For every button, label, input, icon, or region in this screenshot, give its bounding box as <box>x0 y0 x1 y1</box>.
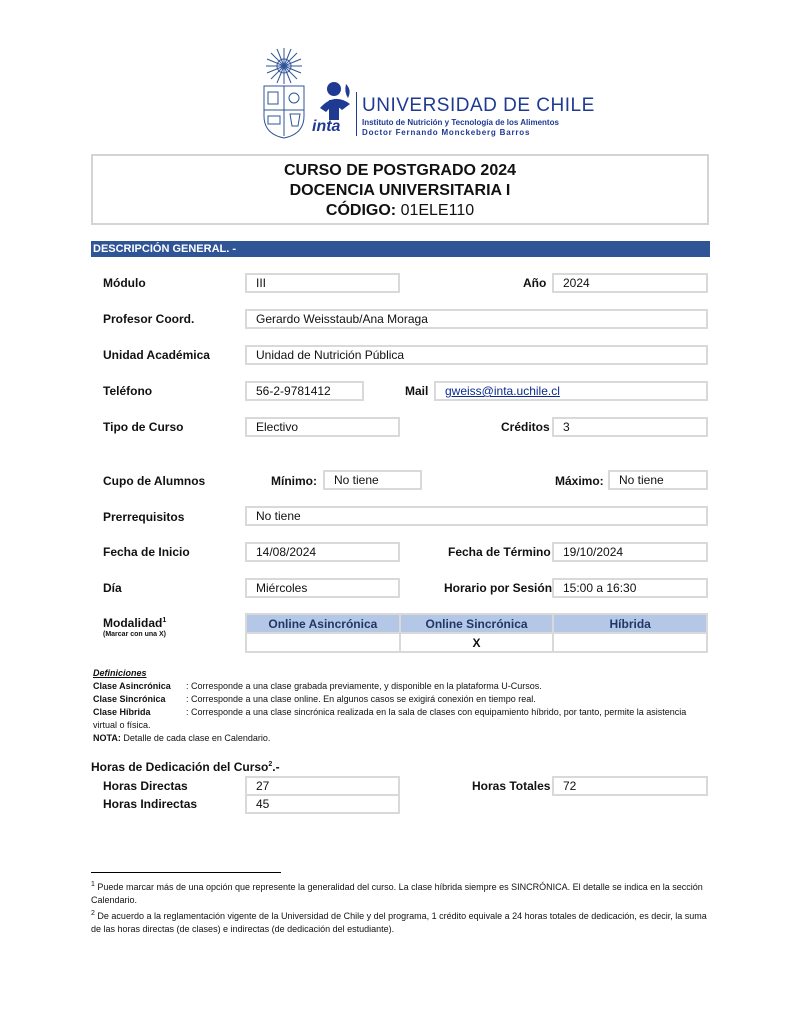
course-code-label: CÓDIGO: <box>325 202 397 219</box>
def-term: Clase Sincrónica <box>93 694 166 704</box>
fecha-termino-field: 19/10/2024 <box>552 542 708 562</box>
anio-field: 2024 <box>552 273 708 293</box>
nota-line <box>93 732 713 745</box>
horario-field: 15:00 a 16:30 <box>552 578 708 598</box>
course-title-box <box>91 154 709 225</box>
nota-label: NOTA: <box>93 733 121 743</box>
telefono-field: 56-2-9781412 <box>245 381 364 401</box>
modalidad-col-sincronica: Online Sincrónica <box>400 614 554 633</box>
university-crest-logo <box>258 46 310 140</box>
footnote-1-text: Puede marcar más de una opción que represente la generalidad del curso. La clase híbrida siempre es SINCRÓNICA. El detalle se indica en la sección Calendario. <box>91 882 703 905</box>
def-continuation: virtual o física. <box>93 720 151 730</box>
modalidad-mark-sincronica[interactable]: X <box>400 633 554 652</box>
profesor-label: Profesor Coord. <box>103 312 195 326</box>
horas-indirectas-field: 45 <box>245 794 400 814</box>
horas-footnote-mark: 2 <box>268 761 273 768</box>
modalidad-label-text: Modalidad <box>103 616 163 630</box>
def-row-sincronica <box>93 693 713 706</box>
modulo-label: Módulo <box>103 276 146 290</box>
def-desc: : Corresponde a una clase online. En algunos casos se exigirá conexión en tiempo real. <box>186 694 536 704</box>
unidad-label: Unidad Académica <box>103 348 210 362</box>
prerrequisitos-field: No tiene <box>245 506 708 526</box>
horario-label: Horario por Sesión <box>444 581 553 595</box>
modulo-field: III <box>245 273 400 293</box>
minimo-field: No tiene <box>323 470 422 490</box>
mail-link[interactable]: gweiss@inta.uchile.cl <box>445 384 560 398</box>
tipo-curso-field: Electivo <box>245 417 400 437</box>
def-desc: : Corresponde a una clase grabada previamente, y disponible en la plataforma U-Cursos. <box>186 681 542 691</box>
footnote-separator <box>91 872 281 873</box>
footnote-2 <box>91 907 711 936</box>
def-row-asincronica <box>93 680 713 693</box>
prerrequisitos-label: Prerrequisitos <box>103 510 185 524</box>
modalidad-hint: (Marcar con una X) <box>103 631 167 638</box>
minimo-label: Mínimo: <box>271 474 317 488</box>
modalidad-mark-asincronica[interactable] <box>246 633 400 652</box>
def-term: Clase Asincrónica <box>93 681 171 691</box>
inta-logo-icon <box>312 80 356 136</box>
profesor-field: Gerardo Weisstaub/Ana Moraga <box>245 309 708 329</box>
modalidad-mark-hibrida[interactable] <box>553 633 707 652</box>
dia-field: Miércoles <box>245 578 400 598</box>
modalidad-col-hibrida: Híbrida <box>553 614 707 633</box>
horas-indirectas-label: Horas Indirectas <box>103 797 198 811</box>
modalidad-col-asincronica: Online Asincrónica <box>246 614 400 633</box>
definiciones-title: Definiciones <box>93 668 147 678</box>
course-code <box>93 201 707 221</box>
university-name: UNIVERSIDAD DE CHILE <box>362 95 595 116</box>
course-title-line1: CURSO DE POSTGRADO 2024 <box>283 162 517 179</box>
course-title-line2: DOCENCIA UNIVERSITARIA I <box>289 182 511 199</box>
modalidad-table <box>245 613 708 653</box>
unidad-field: Unidad de Nutrición Pública <box>245 345 708 365</box>
footnotes-block <box>91 878 711 936</box>
modalidad-marks-row <box>246 633 707 652</box>
logo-divider <box>356 92 357 136</box>
def-desc: : Corresponde a una clase sincrónica realizada en la sala de clases con equipamiento híbrido, por tanto, permite la asistencia <box>186 707 687 717</box>
maximo-label: Máximo: <box>555 474 604 488</box>
maximo-field: No tiene <box>608 470 708 490</box>
mail-label: Mail <box>405 384 429 398</box>
mail-field <box>434 381 708 401</box>
horas-title-text: Horas de Dedicación del Curso <box>91 760 269 774</box>
modalidad-footnote-mark: 1 <box>162 617 167 624</box>
horas-totales-field: 72 <box>552 776 708 796</box>
horas-title-suffix: .- <box>272 760 280 774</box>
footnote-2-mark: 2 <box>91 910 95 917</box>
horas-totales-label: Horas Totales <box>472 779 551 793</box>
cupo-label: Cupo de Alumnos <box>103 474 206 488</box>
section-header-descripcion: DESCRIPCIÓN GENERAL. - <box>91 241 710 257</box>
fecha-termino-label: Fecha de Término <box>448 545 551 559</box>
modalidad-header-row <box>246 614 707 633</box>
tipo-curso-label: Tipo de Curso <box>103 420 184 434</box>
def-term: Clase Híbrida <box>93 707 151 717</box>
def-row-hibrida <box>93 706 713 719</box>
institute-name: Instituto de Nutrición y Tecnología de los Alimentos <box>362 118 559 127</box>
modalidad-label <box>103 616 166 630</box>
nota-text: Detalle de cada clase en Calendario. <box>123 733 271 743</box>
horas-directas-label: Horas Directas <box>103 779 188 793</box>
horas-directas-field: 27 <box>245 776 400 796</box>
footnote-1 <box>91 878 711 907</box>
dia-label: Día <box>103 581 122 595</box>
anio-label: Año <box>523 276 547 290</box>
fecha-inicio-label: Fecha de Inicio <box>103 545 190 559</box>
inta-logo-text: inta <box>312 118 341 135</box>
fecha-inicio-field: 14/08/2024 <box>245 542 400 562</box>
telefono-label: Teléfono <box>103 384 153 398</box>
footnote-2-text: De acuerdo a la reglamentación vigente de la Universidad de Chile y del programa, 1 crédito equivale a 24 horas totales de dedicación, es decir, la suma de las horas directas (de clases) e indirectas (de dedicación del estudiante). <box>91 911 707 934</box>
footnote-1-mark: 1 <box>91 881 95 888</box>
creditos-label: Créditos <box>501 420 550 434</box>
course-code-value: 01ELE110 <box>400 202 475 219</box>
institute-subtitle: Doctor Fernando Monckeberg Barros <box>362 128 531 137</box>
definiciones-block <box>93 667 713 745</box>
horas-title <box>91 760 280 774</box>
creditos-field: 3 <box>552 417 708 437</box>
